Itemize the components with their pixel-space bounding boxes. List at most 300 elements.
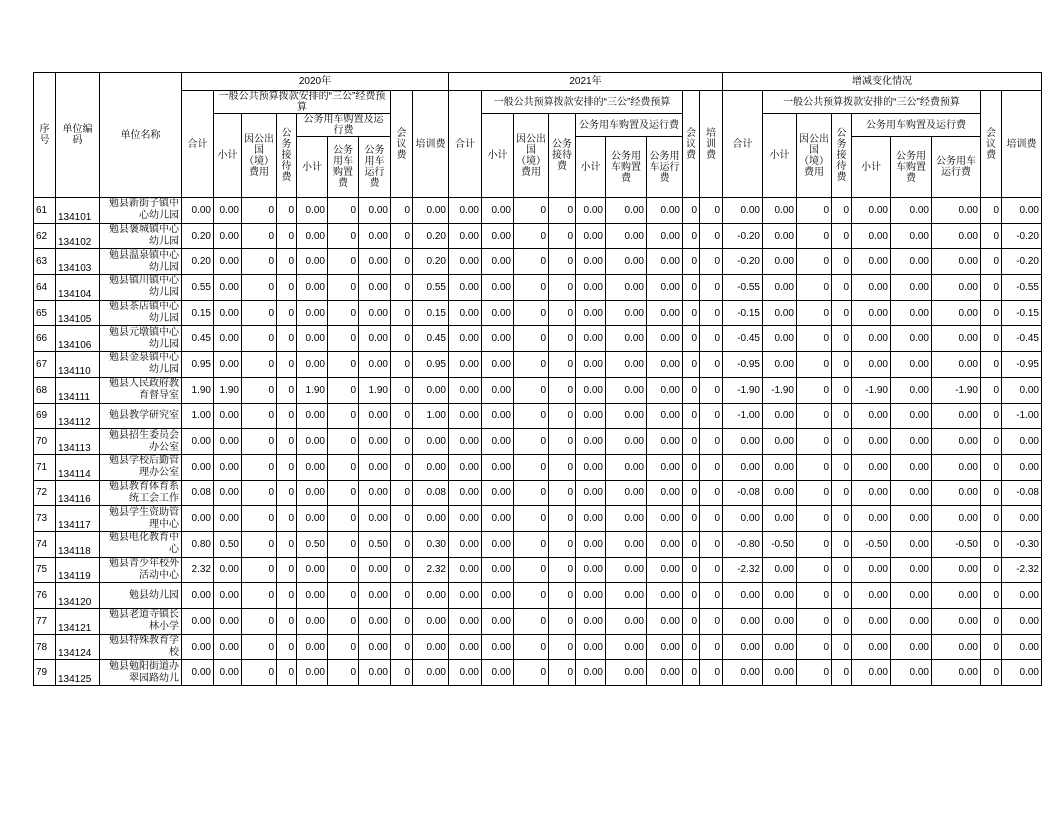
row-value: 0.00: [482, 403, 514, 429]
row-value: 0: [328, 454, 359, 480]
row-value: 0: [797, 506, 832, 532]
row-value: 0: [242, 352, 277, 378]
row-value: 0: [549, 660, 576, 686]
row-value: 0: [700, 275, 723, 301]
row-value: 0: [700, 352, 723, 378]
row-value: 0: [832, 403, 852, 429]
row-code: 134105: [56, 300, 100, 326]
row-value: 0.00: [763, 480, 797, 506]
row-value: 0.00: [449, 249, 482, 275]
row-value: 0.45: [413, 326, 449, 352]
row-value: 0.00: [1002, 429, 1042, 455]
row-value: 0: [277, 377, 297, 403]
row-value: 0: [700, 660, 723, 686]
row-value: 0.00: [891, 198, 932, 224]
row-value: 0: [391, 223, 413, 249]
row-value: 2.32: [413, 557, 449, 583]
row-seq: 70: [34, 429, 56, 455]
row-value: 0.00: [891, 249, 932, 275]
row-value: 0.00: [576, 531, 606, 557]
table-row: [34, 377, 1042, 403]
row-value: 0: [981, 326, 1002, 352]
row-value: 0: [242, 480, 277, 506]
row-value: 0: [797, 429, 832, 455]
row-value: 0.00: [932, 429, 981, 455]
row-value: 0.00: [1002, 634, 1042, 660]
row-value: 0.00: [723, 634, 763, 660]
row-value: 0.00: [606, 557, 647, 583]
row-value: 0: [683, 609, 700, 635]
row-value: 0: [514, 531, 549, 557]
row-value: 0: [797, 198, 832, 224]
row-value: 0.00: [359, 557, 391, 583]
row-value: 0: [797, 454, 832, 480]
row-value: 0: [549, 557, 576, 583]
row-unit-name: 勉县人民政府教育督导室: [100, 377, 182, 403]
row-value: 0: [391, 609, 413, 635]
row-value: 0.00: [932, 326, 981, 352]
row-value: 0.00: [214, 660, 242, 686]
row-value: 0.00: [647, 249, 683, 275]
row-value: 0: [242, 609, 277, 635]
row-value: 0.00: [763, 660, 797, 686]
row-value: 0: [549, 223, 576, 249]
row-value: 0: [514, 352, 549, 378]
row-value: 0.00: [891, 506, 932, 532]
row-value: 0.00: [891, 609, 932, 635]
row-seq: 64: [34, 275, 56, 301]
row-seq: 76: [34, 583, 56, 609]
row-value: 0: [981, 198, 1002, 224]
row-value: 0: [391, 506, 413, 532]
header-abroad-2020: 因公出国（境）费用: [242, 114, 277, 198]
row-value: 0: [683, 198, 700, 224]
row-value: 0.00: [576, 583, 606, 609]
header-budget-2020: 一般公共预算拨款安排的“三公”经费预算: [214, 91, 391, 114]
row-value: 0: [797, 531, 832, 557]
row-value: 0.00: [852, 506, 891, 532]
row-value: 0: [514, 377, 549, 403]
row-value: 0.00: [723, 506, 763, 532]
row-value: 0: [242, 223, 277, 249]
row-value: 0: [549, 506, 576, 532]
row-value: 0.00: [932, 198, 981, 224]
row-value: 0: [700, 326, 723, 352]
row-value: 0.00: [647, 275, 683, 301]
row-unit-name: 勉县茶店镇中心幼儿园: [100, 300, 182, 326]
row-seq: 79: [34, 660, 56, 686]
row-value: 0.00: [449, 609, 482, 635]
row-value: 0: [242, 249, 277, 275]
row-value: 0.00: [852, 300, 891, 326]
row-value: 0.00: [297, 660, 328, 686]
row-value: 0.00: [647, 660, 683, 686]
header-vehicle-operation-2020: 公务用车运行费: [359, 137, 391, 198]
row-value: 0: [700, 377, 723, 403]
row-value: 0: [797, 300, 832, 326]
row-value: 0.00: [1002, 454, 1042, 480]
header-group-change: 增减变化情况: [723, 73, 1042, 91]
row-value: 0.00: [606, 583, 647, 609]
row-value: 0.00: [891, 403, 932, 429]
row-value: 0.00: [482, 377, 514, 403]
row-value: 0.00: [297, 480, 328, 506]
row-value: 0: [328, 557, 359, 583]
row-value: 1.90: [297, 377, 328, 403]
row-value: 0.00: [449, 660, 482, 686]
row-value: 0: [242, 454, 277, 480]
header-subtotal-2021: 小计: [482, 114, 514, 198]
row-value: 0.00: [891, 583, 932, 609]
row-value: 0: [683, 557, 700, 583]
row-value: 0: [832, 634, 852, 660]
row-value: 0: [514, 506, 549, 532]
row-value: 0: [328, 609, 359, 635]
row-value: 0.08: [182, 480, 214, 506]
row-value: 0.00: [647, 634, 683, 660]
row-value: 0.00: [606, 429, 647, 455]
row-value: 0.00: [606, 634, 647, 660]
row-value: 0.00: [214, 506, 242, 532]
row-value: 0.00: [576, 634, 606, 660]
row-value: 0.00: [763, 403, 797, 429]
row-code: 134110: [56, 352, 100, 378]
row-value: 0: [832, 429, 852, 455]
row-unit-name: 勉县特殊教育学校: [100, 634, 182, 660]
row-value: 0.00: [359, 352, 391, 378]
row-value: -1.90: [723, 377, 763, 403]
table-row: [34, 609, 1042, 635]
row-value: 0.00: [1002, 660, 1042, 686]
row-value: 0.00: [359, 223, 391, 249]
row-seq: 77: [34, 609, 56, 635]
row-value: 0: [242, 557, 277, 583]
row-value: 0: [514, 480, 549, 506]
row-value: 0.00: [932, 403, 981, 429]
row-value: 0: [797, 352, 832, 378]
row-value: 0.00: [214, 352, 242, 378]
row-value: 0.00: [359, 300, 391, 326]
row-value: 0: [832, 198, 852, 224]
row-value: 0: [700, 609, 723, 635]
table-row: [34, 634, 1042, 660]
row-value: 0: [328, 352, 359, 378]
row-value: 0: [391, 531, 413, 557]
row-unit-name: 勉县招生委员会办公室: [100, 429, 182, 455]
row-value: 0.00: [297, 557, 328, 583]
row-value: 0.00: [297, 249, 328, 275]
row-seq: 72: [34, 480, 56, 506]
row-value: 0.00: [932, 506, 981, 532]
row-value: 0.00: [359, 198, 391, 224]
row-value: -0.20: [1002, 249, 1042, 275]
row-value: 0: [981, 454, 1002, 480]
row-value: 0.00: [297, 634, 328, 660]
row-value: 0: [328, 249, 359, 275]
row-value: 0.00: [647, 454, 683, 480]
row-value: 0.00: [576, 429, 606, 455]
header-vehicle-operation-2021: 公务用车运行费: [647, 137, 683, 198]
row-value: 0.00: [297, 429, 328, 455]
row-value: 0.00: [413, 634, 449, 660]
row-value: 0: [832, 300, 852, 326]
row-value: 0.00: [576, 454, 606, 480]
table-body: [34, 198, 1042, 686]
table-row: [34, 223, 1042, 249]
row-value: 0.00: [647, 583, 683, 609]
row-value: 0: [514, 198, 549, 224]
row-unit-name: 勉县金泉镇中心幼儿园: [100, 352, 182, 378]
row-value: 0: [832, 249, 852, 275]
row-value: 0.00: [214, 480, 242, 506]
row-value: 0.00: [482, 429, 514, 455]
row-value: 0.00: [449, 634, 482, 660]
row-value: 0: [981, 660, 1002, 686]
row-value: 0.00: [482, 609, 514, 635]
row-value: 0.00: [449, 352, 482, 378]
row-unit-name: 勉县褒城镇中心幼儿园: [100, 223, 182, 249]
row-value: 0: [277, 223, 297, 249]
row-value: 0: [242, 198, 277, 224]
row-value: 0: [277, 300, 297, 326]
row-value: 0.00: [1002, 583, 1042, 609]
row-code: 134124: [56, 634, 100, 660]
row-value: 0.00: [763, 583, 797, 609]
header-subtotal-2020: 小计: [214, 114, 242, 198]
row-value: -0.55: [1002, 275, 1042, 301]
row-value: 0: [683, 275, 700, 301]
row-value: 0.00: [723, 660, 763, 686]
row-value: 0.00: [606, 300, 647, 326]
header-training-2020: 培训费: [413, 91, 449, 198]
row-value: 0.30: [413, 531, 449, 557]
row-value: 0.00: [932, 249, 981, 275]
row-value: 0.00: [482, 634, 514, 660]
row-value: 0.50: [297, 531, 328, 557]
row-unit-name: 勉县学生资助管理中心: [100, 506, 182, 532]
row-value: 0.00: [852, 454, 891, 480]
row-value: 0.80: [182, 531, 214, 557]
row-value: 0.15: [413, 300, 449, 326]
row-value: 0.00: [482, 198, 514, 224]
row-value: 0: [700, 454, 723, 480]
row-value: 0: [242, 660, 277, 686]
row-value: 0: [700, 480, 723, 506]
table-row: [34, 198, 1042, 224]
row-value: 0: [514, 609, 549, 635]
row-value: 0: [328, 300, 359, 326]
row-value: 0: [514, 403, 549, 429]
row-value: 0.00: [359, 480, 391, 506]
row-value: 0.00: [647, 557, 683, 583]
row-value: 0.00: [214, 198, 242, 224]
row-value: 0.00: [482, 223, 514, 249]
row-value: 0.00: [214, 583, 242, 609]
row-value: 0.00: [891, 326, 932, 352]
row-value: 0.00: [413, 429, 449, 455]
row-seq: 61: [34, 198, 56, 224]
row-value: 0.00: [576, 506, 606, 532]
row-value: 0: [832, 531, 852, 557]
header-name: 单位名称: [100, 73, 182, 198]
row-value: 0: [549, 403, 576, 429]
header-budget-2021: 一般公共预算拨款安排的“三公”经费预算: [482, 91, 683, 114]
row-value: 0.00: [932, 557, 981, 583]
row-value: 0.00: [763, 454, 797, 480]
row-value: -2.32: [1002, 557, 1042, 583]
row-value: 0: [683, 531, 700, 557]
row-value: 0: [328, 223, 359, 249]
row-unit-name: 勉县青少年校外活动中心: [100, 557, 182, 583]
row-value: 0.00: [852, 223, 891, 249]
row-seq: 74: [34, 531, 56, 557]
header-vehicle-purchase-change: 公务用车购置费: [891, 137, 932, 198]
row-value: 0: [328, 326, 359, 352]
row-value: 0: [328, 480, 359, 506]
row-value: 0.00: [297, 583, 328, 609]
row-value: 0.00: [449, 377, 482, 403]
row-value: 0.00: [449, 223, 482, 249]
row-value: 0.00: [891, 634, 932, 660]
row-value: 1.90: [359, 377, 391, 403]
row-value: 0: [981, 634, 1002, 660]
row-code: 134101: [56, 198, 100, 224]
row-seq: 62: [34, 223, 56, 249]
header-budget-change: 一般公共预算拨款安排的“三公”经费预算: [763, 91, 981, 114]
row-value: 0: [797, 634, 832, 660]
row-value: 0.20: [182, 223, 214, 249]
row-value: -0.95: [723, 352, 763, 378]
row-value: 0.00: [606, 454, 647, 480]
row-value: 0: [797, 403, 832, 429]
row-value: 0.00: [606, 609, 647, 635]
row-value: 0: [981, 403, 1002, 429]
row-value: 0: [832, 275, 852, 301]
header-meeting-change: 会议费: [981, 91, 1002, 198]
row-value: 0.00: [413, 377, 449, 403]
row-value: 0.00: [449, 480, 482, 506]
row-value: 0.00: [932, 660, 981, 686]
header-vehicle-purchase-2021: 公务用车购置费: [606, 137, 647, 198]
row-value: 0.00: [1002, 377, 1042, 403]
table-row: [34, 300, 1042, 326]
row-value: 0: [277, 198, 297, 224]
row-value: 0.00: [482, 583, 514, 609]
row-value: 0.00: [852, 609, 891, 635]
row-value: 0: [391, 557, 413, 583]
row-value: 0.00: [413, 198, 449, 224]
row-value: 0: [277, 609, 297, 635]
table-row: [34, 352, 1042, 378]
table-row: [34, 249, 1042, 275]
header-total-2020: 合计: [182, 91, 214, 198]
three-public-budget-table: [33, 72, 1042, 686]
row-value: 0: [391, 198, 413, 224]
row-value: 0.00: [606, 377, 647, 403]
row-seq: 66: [34, 326, 56, 352]
row-value: 0.15: [182, 300, 214, 326]
row-value: 0.00: [852, 583, 891, 609]
row-value: 0.00: [359, 275, 391, 301]
row-value: 1.00: [182, 403, 214, 429]
row-value: 0.00: [576, 660, 606, 686]
row-value: 0.00: [606, 403, 647, 429]
row-value: 0.00: [763, 634, 797, 660]
row-value: 0.00: [723, 583, 763, 609]
row-value: 0.00: [359, 249, 391, 275]
row-value: 0.00: [482, 480, 514, 506]
row-value: 0: [981, 275, 1002, 301]
row-value: 0: [277, 275, 297, 301]
row-value: 1.90: [182, 377, 214, 403]
row-value: 0: [700, 429, 723, 455]
header-vehicle-subtotal-change: 小计: [852, 137, 891, 198]
row-value: 0.00: [606, 198, 647, 224]
row-value: 0.00: [359, 429, 391, 455]
row-value: 0: [277, 454, 297, 480]
row-value: 0: [797, 249, 832, 275]
row-value: 0: [277, 249, 297, 275]
row-value: 0: [981, 352, 1002, 378]
row-value: 0.00: [891, 275, 932, 301]
row-value: -0.20: [723, 223, 763, 249]
row-value: 0.00: [576, 352, 606, 378]
row-value: 0: [328, 275, 359, 301]
row-value: 0: [683, 326, 700, 352]
row-value: 0.00: [214, 403, 242, 429]
row-value: 0.50: [214, 531, 242, 557]
row-value: 0: [391, 454, 413, 480]
row-value: 0: [277, 352, 297, 378]
row-value: 0.00: [932, 634, 981, 660]
row-value: 0: [700, 634, 723, 660]
row-code: 134103: [56, 249, 100, 275]
row-value: 0.00: [647, 300, 683, 326]
row-value: 0: [832, 352, 852, 378]
header-training-2021: 培训费: [700, 91, 723, 198]
row-value: 0.00: [297, 609, 328, 635]
row-value: 0.00: [297, 223, 328, 249]
row-value: 0: [277, 403, 297, 429]
row-value: 0: [391, 480, 413, 506]
row-value: 0.95: [413, 352, 449, 378]
row-value: 0.00: [482, 275, 514, 301]
row-value: 0.00: [449, 300, 482, 326]
row-value: 0: [242, 326, 277, 352]
row-seq: 71: [34, 454, 56, 480]
row-value: 0.00: [359, 454, 391, 480]
row-value: 0.00: [413, 506, 449, 532]
row-value: 0.00: [214, 249, 242, 275]
row-value: 0: [242, 634, 277, 660]
row-code: 134116: [56, 480, 100, 506]
row-value: -0.95: [1002, 352, 1042, 378]
row-value: -1.00: [723, 403, 763, 429]
row-value: 0: [683, 249, 700, 275]
row-value: 0.00: [723, 454, 763, 480]
row-value: -0.08: [723, 480, 763, 506]
row-value: 0.00: [763, 352, 797, 378]
row-value: -0.20: [723, 249, 763, 275]
header-code: 单位编码: [56, 73, 100, 198]
table-row: [34, 583, 1042, 609]
row-value: 1.00: [413, 403, 449, 429]
row-value: 0.00: [214, 557, 242, 583]
row-value: 0.00: [852, 634, 891, 660]
row-value: 0: [797, 583, 832, 609]
row-value: 0.00: [763, 275, 797, 301]
row-value: 0.55: [413, 275, 449, 301]
